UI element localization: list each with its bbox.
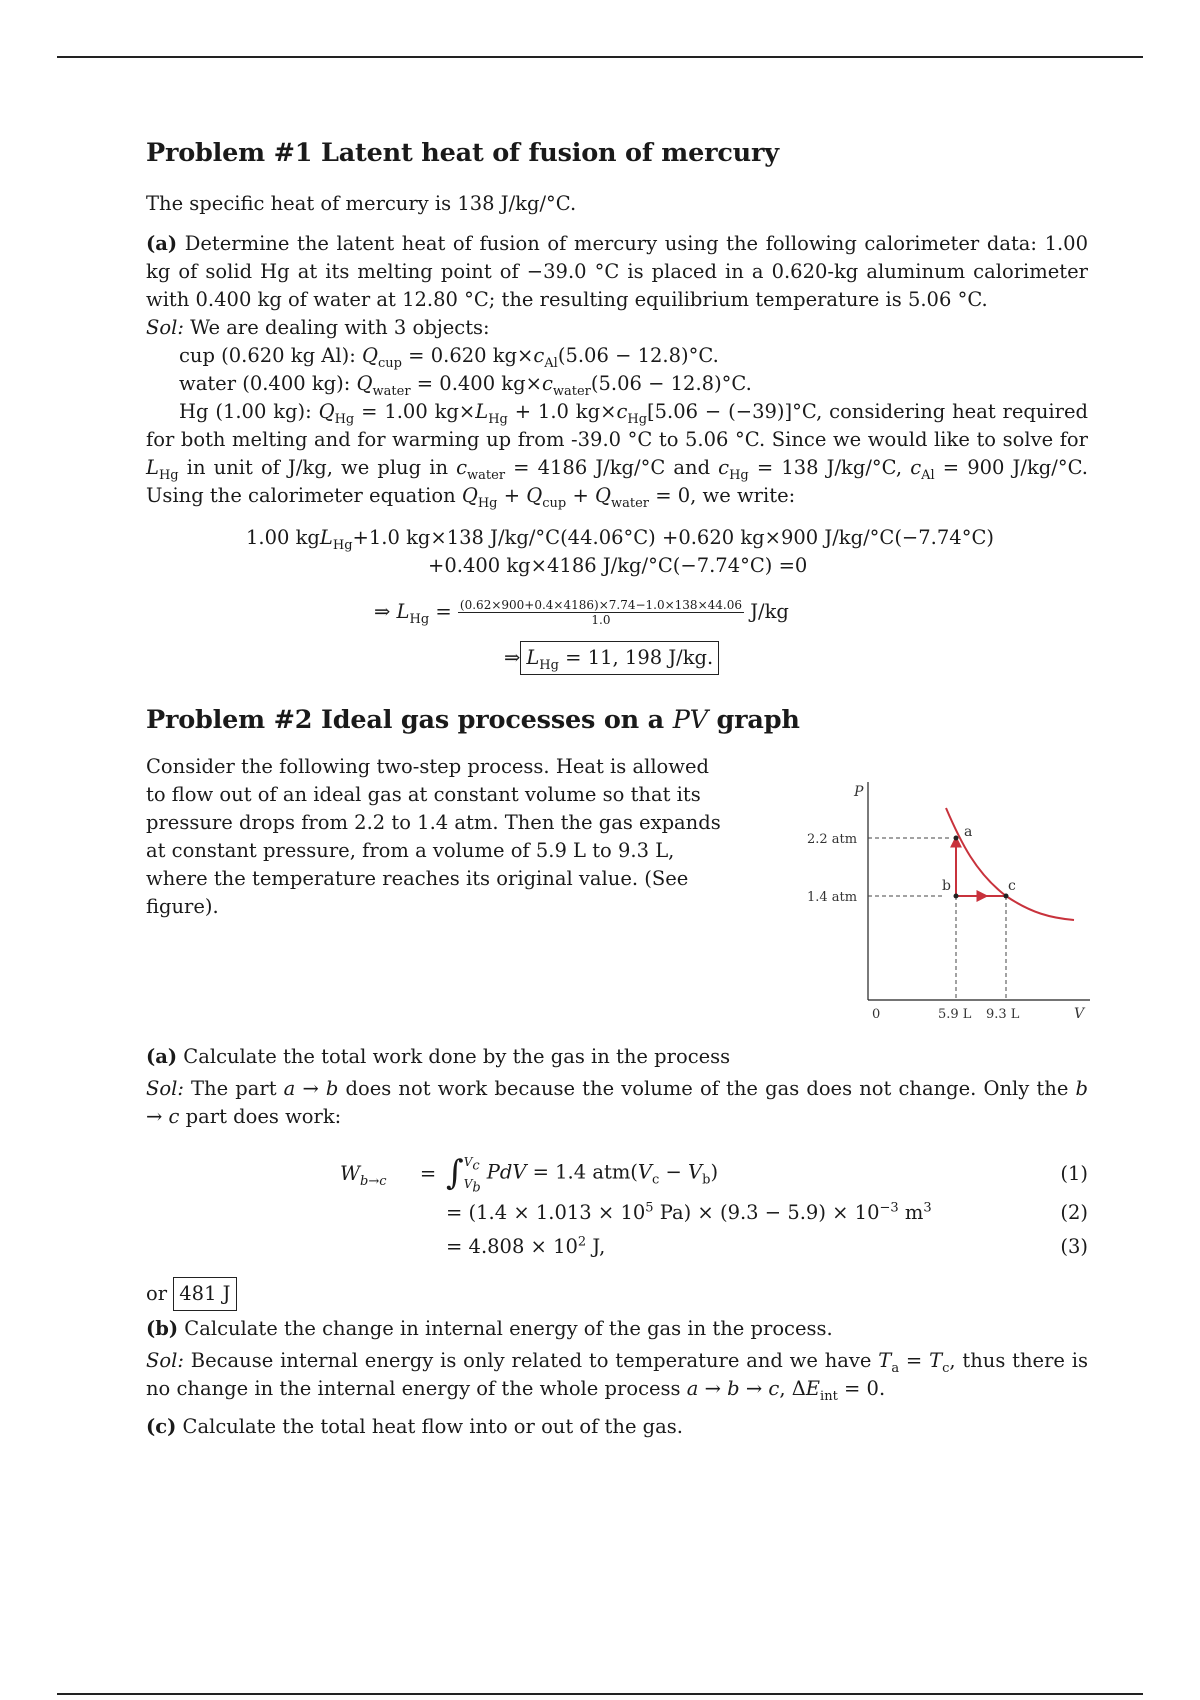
- p1-hg-paragraph: Hg (1.00 kg): $Q_{Hg} = 1.00$ $kg\times L_{Hg} + 1.0$ $kg\times c_{Hg}[5.06 - (-39)]^\circ C$, considering heat required for both melting and for warming up from -39.0 °C to 5.06 °C. Since we would like to solve for $L_{Hg}$ in unit of J/kg, we plug in $c_{water} = 4186$ J/kg/°C and $c_{Hg} = 138$ J/kg/°C, $c_{Al} = 900$ J/kg/°C. Using the calorimeter equation $Q_{Hg} + Q_{cup} + Q_{water} = 0$, we write:: [146, 400, 1088, 511]
- p1-equation-1: 1.00 kgL$_{Hg}$+1.0 kg×138 J/kg/°C(44.06°C) +0.620 kg×900 J/kg/°C(−7.74°C): [246, 526, 994, 553]
- problem-1-title: Problem #1 Latent heat of fusion of mercury: [146, 138, 779, 168]
- problem-2-title: Problem #2 Ideal gas processes on a PV graph: [146, 705, 800, 735]
- p2-part-c: (c) Calculate the total heat flow into or out of the gas.: [146, 1415, 683, 1438]
- boxed-result: $L_{Hg} = 11$, 198 J/kg.: [520, 641, 719, 675]
- p2-sol-a: Sol: The part a → b does not work because the volume of the gas does not change. Only the b → c part does work:: [146, 1077, 1088, 1128]
- p2-boxed-answer: or 481 J: [146, 1277, 1088, 1311]
- p1-equation-2: ⇒ $L_{Hg}$ = $\frac{(0.62\times 900+0.4\times 4186)\times 7.74-1.0\times 138\times 44.06}{1.0}$ J/kg: [374, 598, 789, 627]
- p1-part-a: (a) Determine the latent heat of fusion of mercury using the following calorimeter data: 1.00 kg of solid Hg at its melting point of −39.0 °C is placed in a 0.620-kg aluminum calorimeter with 0.400 kg of water at 12.80 °C; the resulting equilibrium temperature is 5.06 °C.: [146, 232, 1088, 311]
- p1-water-line: water (0.400 kg): $Q_{water} = 0.400$ $kg\times c_{water}(5.06 - 12.8)^\circ C$.: [179, 372, 752, 399]
- p1-intro: The specific heat of mercury is 138 J/kg/°C.: [146, 192, 577, 215]
- p-axis-label: P: [854, 784, 864, 800]
- p1-sol-intro: Sol: We are dealing with 3 objects:: [146, 316, 490, 339]
- point-a-label: a: [964, 824, 973, 840]
- p1-result: ⇒ $L_{Hg} = 11$, 198 J/kg.: [146, 641, 1088, 675]
- bottom-rule: [57, 1693, 1143, 1695]
- v2-label: 9.3 L: [986, 1007, 1020, 1022]
- p2-sol-b: Sol: Because internal energy is only related to temperature and we have $T_a = T_c$, thus there is no change in the internal energy of the whole process a → b → c, $\Delta E_{int} = 0$.: [146, 1349, 1089, 1404]
- p-high-label: 2.2 atm: [807, 832, 858, 847]
- p2-intro: Consider the following two-step process. Heat is allowed to flow out of an ideal gas at constant volume so that its pressure drops from 2.2 to 1.4 atm. Then the gas expands at constant pressure, from a volume of 5.9 L to 9.3 L, where the temperature reaches its original value. (See figure).: [146, 755, 721, 918]
- work-equations: $W_{b\to c}$ = ∫ $V_c$ $V_b$ PdV = 1.4 $atm(V_c - V_b)$ (1) = ($1.4 \times 1.013 \times 10^5$ $Pa) \times (9.3 - 5.9) \times 10^{-3}$ $m^3$ (2) = $4.808 \times 10^2$ J, (3): [340, 1153, 1088, 1258]
- origin-label: 0: [872, 1007, 881, 1022]
- point-c-label: c: [1008, 878, 1016, 894]
- p1-equation-1-cont: +0.400 kg×4186 J/kg/°C(−7.74°C) =0: [428, 554, 808, 577]
- p1-cup-line: cup (0.620 kg Al): $Q_{cup} = 0.620$ $kg\times c_{Al}(5.06 - 12.8)^\circ C$.: [179, 344, 719, 371]
- v1-label: 5.9 L: [938, 1007, 972, 1022]
- point-b: [954, 894, 959, 899]
- point-b-label: b: [942, 878, 951, 894]
- v-axis-label: V: [1074, 1006, 1085, 1022]
- top-rule: [57, 56, 1143, 58]
- p-low-label: 1.4 atm: [807, 890, 858, 905]
- point-a: [954, 836, 959, 841]
- p2-part-b: (b) Calculate the change in internal energy of the gas in the process.: [146, 1317, 833, 1340]
- pv-diagram: [806, 778, 1106, 1030]
- point-c: [1004, 894, 1009, 899]
- p2-part-a: (a) Calculate the total work done by the gas in the process: [146, 1045, 731, 1068]
